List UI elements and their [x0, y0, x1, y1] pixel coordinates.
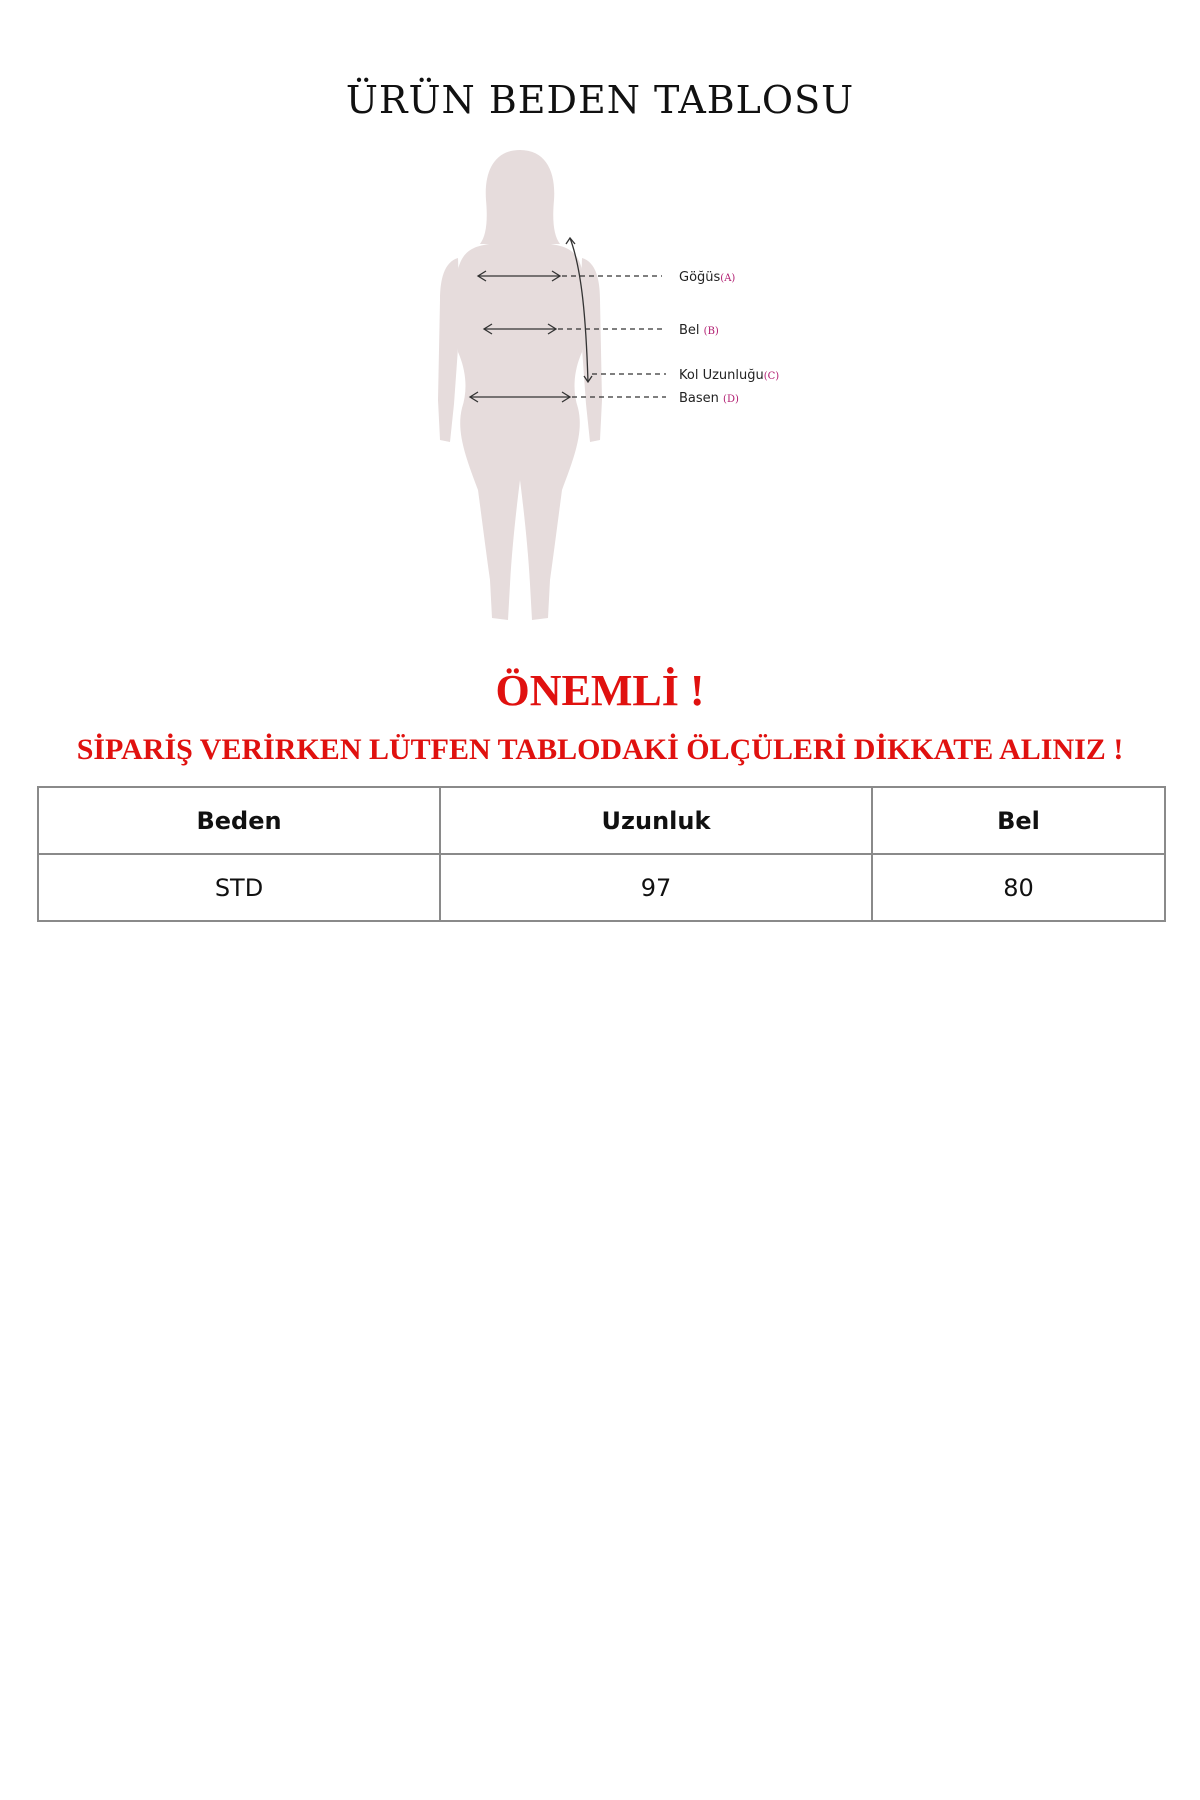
cell-length: 97 [440, 854, 872, 921]
sleeve-code: (C) [763, 371, 780, 382]
measurement-labels [679, 270, 779, 406]
svg-text:Bel (B) [679, 323, 719, 338]
waist-code: (B) [703, 326, 719, 337]
table-row [38, 854, 1165, 921]
page-title: ÜRÜN BEDEN TABLOSU [345, 78, 855, 122]
column-header-size: Beden [38, 787, 440, 854]
column-header-waist: Bel [872, 787, 1165, 854]
svg-text:Kol Uzunluğu(C) [679, 368, 779, 383]
hips-code: (D) [723, 394, 739, 405]
body-silhouette [438, 150, 602, 620]
chest-code: (A) [720, 273, 736, 284]
warning-heading: ÖNEMLİ ! [495, 666, 705, 715]
hips-label: Basen [679, 391, 719, 406]
cell-size: STD [38, 854, 440, 921]
column-header-length: Uzunluk [440, 787, 872, 854]
chest-label: Göğüs [679, 270, 721, 285]
table-header-row [38, 787, 1165, 854]
sleeve-label: Kol Uzunluğu [679, 368, 764, 383]
measurement-figure [0, 140, 1200, 640]
size-table [37, 786, 1166, 922]
warning-text: SİPARİŞ VERİRKEN LÜTFEN TABLODAKİ ÖLÇÜLERİ DİKKATE ALINIZ ! [76, 733, 1124, 766]
cell-waist: 80 [872, 854, 1165, 921]
waist-label: Bel [679, 323, 700, 338]
svg-text:Göğüs(A) [679, 270, 735, 285]
svg-text:Basen (D) [679, 391, 739, 406]
